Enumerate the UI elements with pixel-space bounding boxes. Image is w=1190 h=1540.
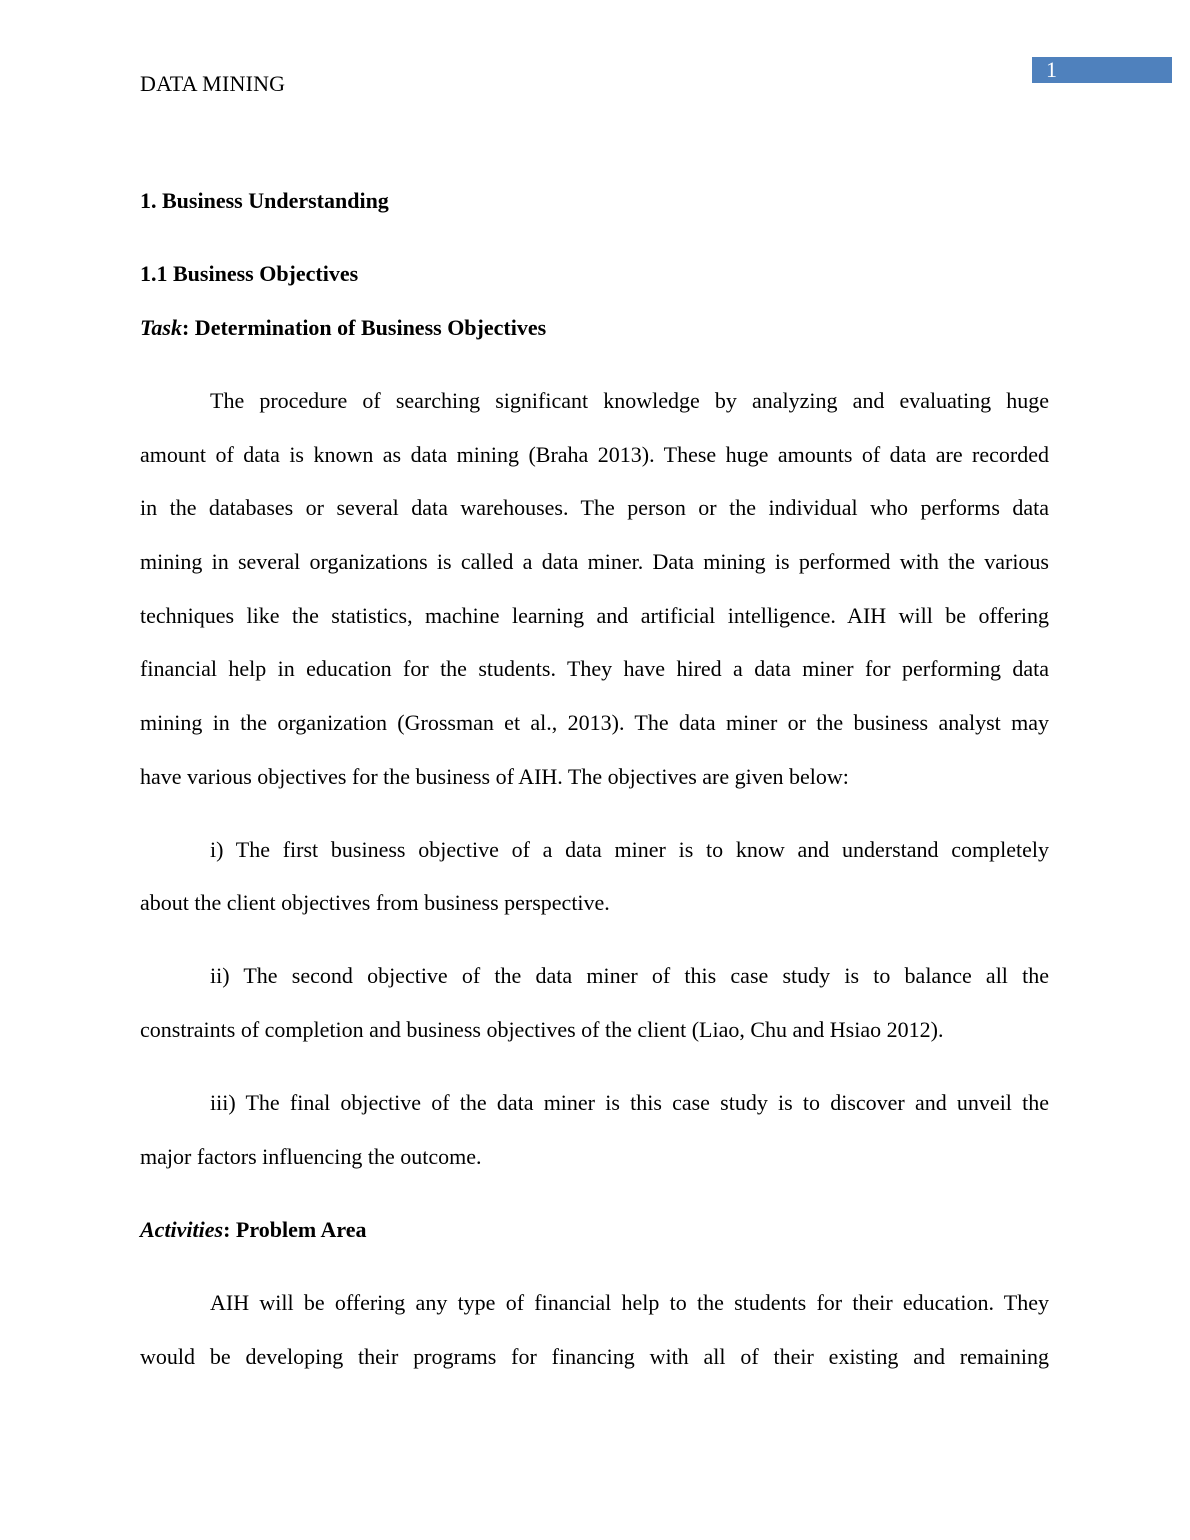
subsection-heading: 1.1 Business Objectives xyxy=(140,261,359,286)
paragraph-line: in the databases or several data warehouses. The person or the individual who performs data xyxy=(140,495,1049,520)
objective-line: major factors influencing the outcome. xyxy=(140,1144,482,1169)
activities-heading xyxy=(140,1215,366,1245)
paragraph-line: techniques like the statistics, machine learning and artificial intelligence. AIH will be offering xyxy=(140,603,1049,628)
task-heading xyxy=(140,313,546,343)
page-number: 1 xyxy=(1046,57,1057,82)
page-number-box xyxy=(1032,57,1172,83)
paragraph-line: mining in the organization (Grossman et al., 2013). The data miner or the business analyst may xyxy=(140,710,1049,735)
objective-line: i) The first business objective of a data miner is to know and understand completely xyxy=(210,837,1049,862)
section-heading: 1. Business Understanding xyxy=(140,188,389,213)
paragraph-line: financial help in education for the students. They have hired a data miner for performing data xyxy=(140,656,1049,681)
activities-title: : Problem Area xyxy=(223,1217,367,1242)
objective-line: ii) The second objective of the data miner of this case study is to balance all the xyxy=(210,963,1049,988)
task-title: : Determination of Business Objectives xyxy=(181,315,547,340)
paragraph-line: would be developing their programs for financing with all of their existing and remaining xyxy=(140,1344,1049,1369)
objective-line: about the client objectives from business perspective. xyxy=(140,890,610,915)
paragraph-line: The procedure of searching significant knowledge by analyzing and evaluating huge xyxy=(210,388,1049,413)
objective-line: constraints of completion and business objectives of the client (Liao, Chu and Hsiao 2012). xyxy=(140,1017,944,1042)
paragraph-line: AIH will be offering any type of financial help to the students for their education. They xyxy=(210,1290,1049,1315)
task-label: Task xyxy=(140,315,182,340)
activities-label: Activities xyxy=(140,1217,224,1242)
paragraph-line: mining in several organizations is called a data miner. Data mining is performed with the various xyxy=(140,549,1049,574)
running-head: DATA MINING xyxy=(140,71,286,96)
paragraph-line: have various objectives for the business of AIH. The objectives are given below: xyxy=(140,764,849,789)
paragraph-line: amount of data is known as data mining (Braha 2013). These huge amounts of data are recorded xyxy=(140,442,1049,467)
objective-line: iii) The final objective of the data miner is this case study is to discover and unveil the xyxy=(210,1090,1049,1115)
